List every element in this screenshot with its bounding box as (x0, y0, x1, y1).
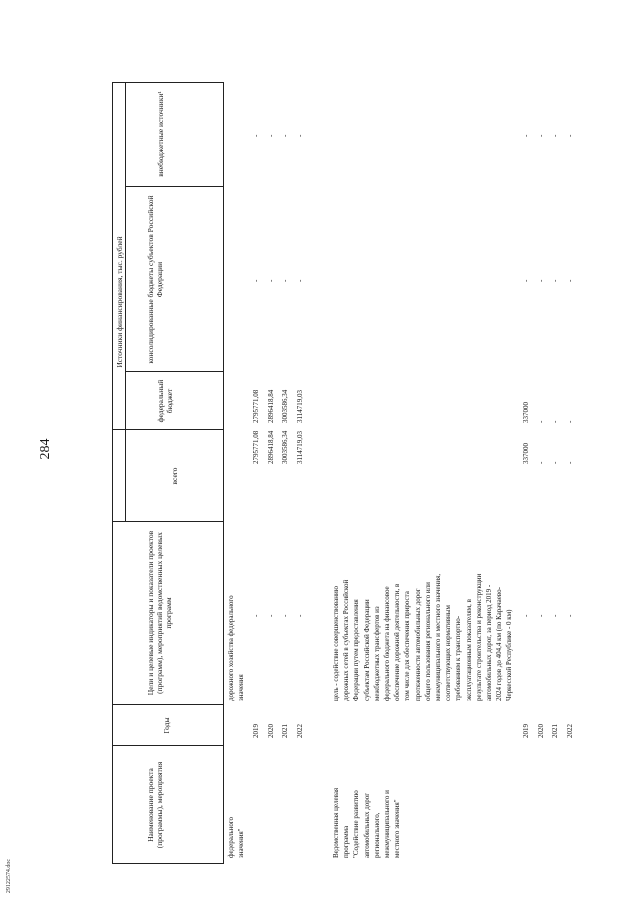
goal-line: результате строительства и реконструкции (474, 573, 483, 701)
row-year-cell: 2022 (295, 724, 304, 738)
row-goal-cell: - (252, 614, 260, 617)
row-regional-cell: - (281, 279, 289, 282)
row-regional-cell: - (551, 279, 559, 282)
row-goal-cell: - (522, 614, 530, 617)
goal-line: обеспечение дорожной деятельности, в (393, 583, 402, 701)
header-sources: Источники финансирования, тыс. рублей (115, 236, 124, 368)
header-name: Наименование проекта (программы), мероприятия (146, 761, 164, 849)
row-regional-cell: - (565, 279, 574, 282)
row-extra-cell: - (565, 134, 574, 137)
name-line: значения" (237, 828, 246, 858)
row-total-cell: 3003586,34 (281, 430, 289, 464)
row-regional-cell: - (522, 279, 530, 282)
goal-line: значения (237, 674, 246, 701)
name-line: местного значения" (393, 799, 402, 858)
row-year-cell: 2022 (565, 724, 574, 738)
row-year-cell: 2019 (522, 724, 530, 738)
header-regional: консолидированные бюджеты субъектов Российской Федерации (146, 195, 164, 364)
name-line: регионального, (372, 812, 381, 858)
goal-line: соответствующих нормативным (444, 605, 453, 701)
row-goal-cell: - (536, 614, 545, 617)
row-goal-cell: - (281, 614, 289, 617)
goal-line: общего пользования регионального или (423, 582, 432, 701)
row-federal-cell: - (565, 420, 574, 423)
goal-line: Черкесской Республике - 0 км) (505, 609, 514, 701)
goal-line: эксплуатационным показателям, в (464, 599, 473, 701)
goal-line: дорожного хозяйства федерального (227, 595, 235, 701)
row-federal-cell: 337000 (522, 402, 530, 423)
header-total: всего (170, 467, 179, 485)
rotated-financing-table (60, 32, 580, 872)
row-total-cell: 2896418,84 (266, 430, 275, 464)
header-goals: Цели и целевые индикаторы и показатели проектов (программ), мероприятий ведомственных целевых программ (146, 530, 173, 696)
goal-line: цель - содействие совершенствованию (332, 586, 340, 701)
row-extra-cell: - (252, 134, 260, 137)
row-extra-cell: - (266, 134, 275, 137)
row-extra-cell: - (281, 134, 289, 137)
row-federal-cell: 2896418,84 (266, 389, 275, 423)
table-header (112, 82, 224, 864)
row-regional-cell: - (536, 279, 545, 282)
header-federal: федеральный бюджет (156, 379, 174, 423)
name-line: "Содействие развитию (352, 790, 361, 858)
row-goal-cell: - (551, 614, 559, 617)
row-total-cell: 3114719,03 (295, 431, 304, 464)
page-number: 284 (38, 438, 53, 460)
name-line: федерального (227, 816, 235, 858)
header-years: Годы (162, 717, 171, 734)
row-extra-cell: - (522, 134, 530, 137)
goal-line: межмуниципального и местного значения, (434, 573, 442, 701)
row-federal-cell: - (536, 420, 545, 423)
name-line: программа (342, 825, 351, 858)
row-federal-cell: 3003586,34 (281, 389, 289, 423)
row-goal-cell: - (266, 614, 275, 617)
row-regional-cell: - (266, 279, 275, 282)
goal-line: 2024 годов до 404,4 км (по Карачаево- (495, 587, 504, 701)
row-year-cell: 2020 (266, 724, 275, 738)
row-year-cell: 2021 (551, 724, 559, 738)
row-regional-cell: - (295, 279, 304, 282)
row-goal-cell: - (295, 614, 304, 617)
row-federal-cell: 2795771,08 (252, 389, 260, 423)
goal-line: автомобильных дорог, за период 2019 - (485, 584, 493, 701)
header-extra: внебюджетные источники¹ (156, 91, 165, 177)
row-total-cell: 2795771,08 (252, 430, 260, 464)
row-year-cell: 2019 (252, 724, 260, 738)
row-total-cell: - (565, 461, 574, 464)
row-total-cell: 337000 (522, 443, 530, 464)
row-extra-cell: - (551, 134, 559, 137)
row-federal-cell: 3114719,03 (295, 390, 304, 423)
row-year-cell: 2021 (281, 724, 289, 738)
row-total-cell: - (551, 461, 559, 464)
name-line: автомобильных дорог (362, 792, 371, 858)
goal-line: дорожных сетей в субъектах Российской (342, 579, 351, 701)
row-federal-cell: - (551, 420, 559, 423)
goal-line: межбюджетных трансфертов из (372, 606, 381, 701)
goal-line: том числе для обеспечения прироста (403, 591, 412, 701)
goal-line: федерального бюджета на финансовое (383, 586, 391, 701)
goal-line: требованиям к транспортно- (454, 615, 463, 701)
row-regional-cell: - (252, 279, 260, 282)
row-year-cell: 2020 (536, 724, 545, 738)
goal-line: субъектам Российской Федерации (362, 599, 371, 701)
name-line: Ведомственная целевая (332, 787, 340, 858)
document-filename: 29122574.doc (6, 858, 12, 894)
name-line: межмуниципального и (383, 790, 391, 858)
goal-line: Федерации путем предоставления (352, 599, 361, 701)
row-goal-cell: - (565, 614, 574, 617)
row-extra-cell: - (295, 134, 304, 137)
row-total-cell: - (536, 461, 545, 464)
goal-line: протяженности автомобильных дорог (413, 588, 422, 701)
row-extra-cell: - (536, 134, 545, 137)
